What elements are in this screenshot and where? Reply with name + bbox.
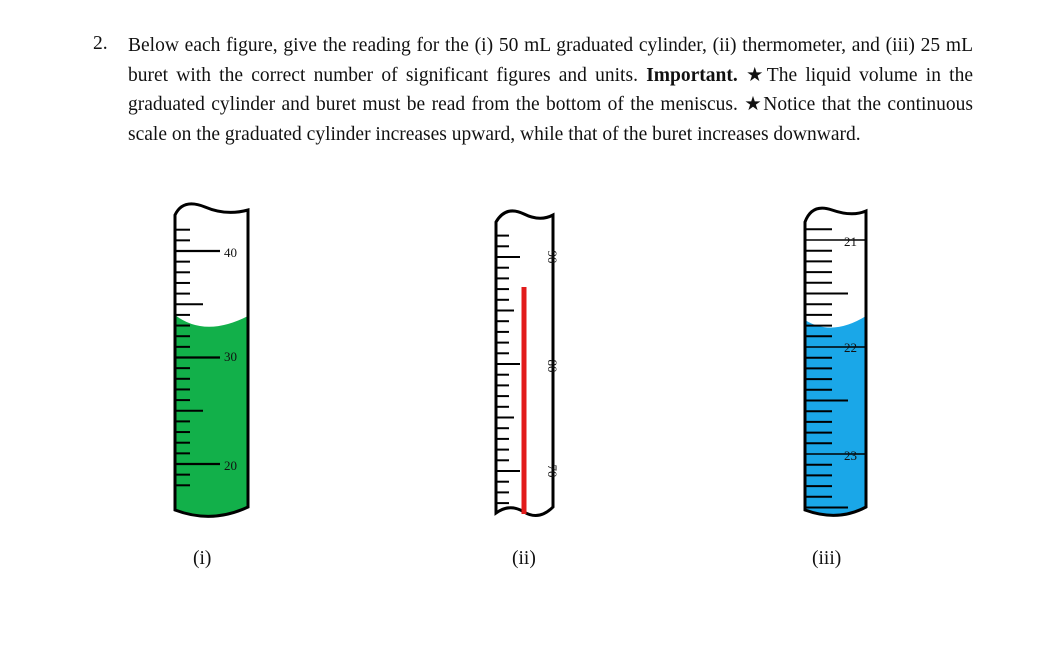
question-intro: Below each figure, give the reading for the (i) 50 mL graduated cylinder, (ii) thermometer, and (iii) 25 mL buret with the correct number of significant figures and units.	[128, 35, 973, 86]
cylinder-label-20: 20	[224, 458, 237, 473]
thermometer-label-70: 70	[545, 464, 560, 478]
important-label: Important.	[646, 64, 738, 86]
cylinder-label-40: 40	[224, 245, 237, 260]
cylinder-label-30: 30	[224, 349, 237, 364]
scale-direction-note: ★Notice that the continuous scale on the graduated cylinder increases upward, while that of the buret increases downward.	[128, 94, 974, 145]
caption-iii: (iii)	[812, 548, 842, 569]
buret-label-23: 23	[844, 448, 857, 463]
meniscus-note: ★The liquid volume in the graduated cylinder and buret must be read from the bottom of the meniscus.	[128, 64, 974, 115]
graduated-cylinder	[175, 204, 248, 516]
buret-label-21: 21	[844, 234, 857, 249]
thermometer-label-90: 90	[545, 250, 560, 264]
caption-i: (i)	[193, 548, 212, 569]
buret	[805, 208, 866, 515]
thermometer	[496, 211, 560, 516]
thermometer-ticks	[496, 236, 520, 504]
question-number: 2.	[93, 33, 108, 54]
thermometer-label-80: 80	[545, 359, 560, 373]
caption-ii: (ii)	[512, 548, 536, 569]
buret-label-22: 22	[844, 340, 857, 355]
